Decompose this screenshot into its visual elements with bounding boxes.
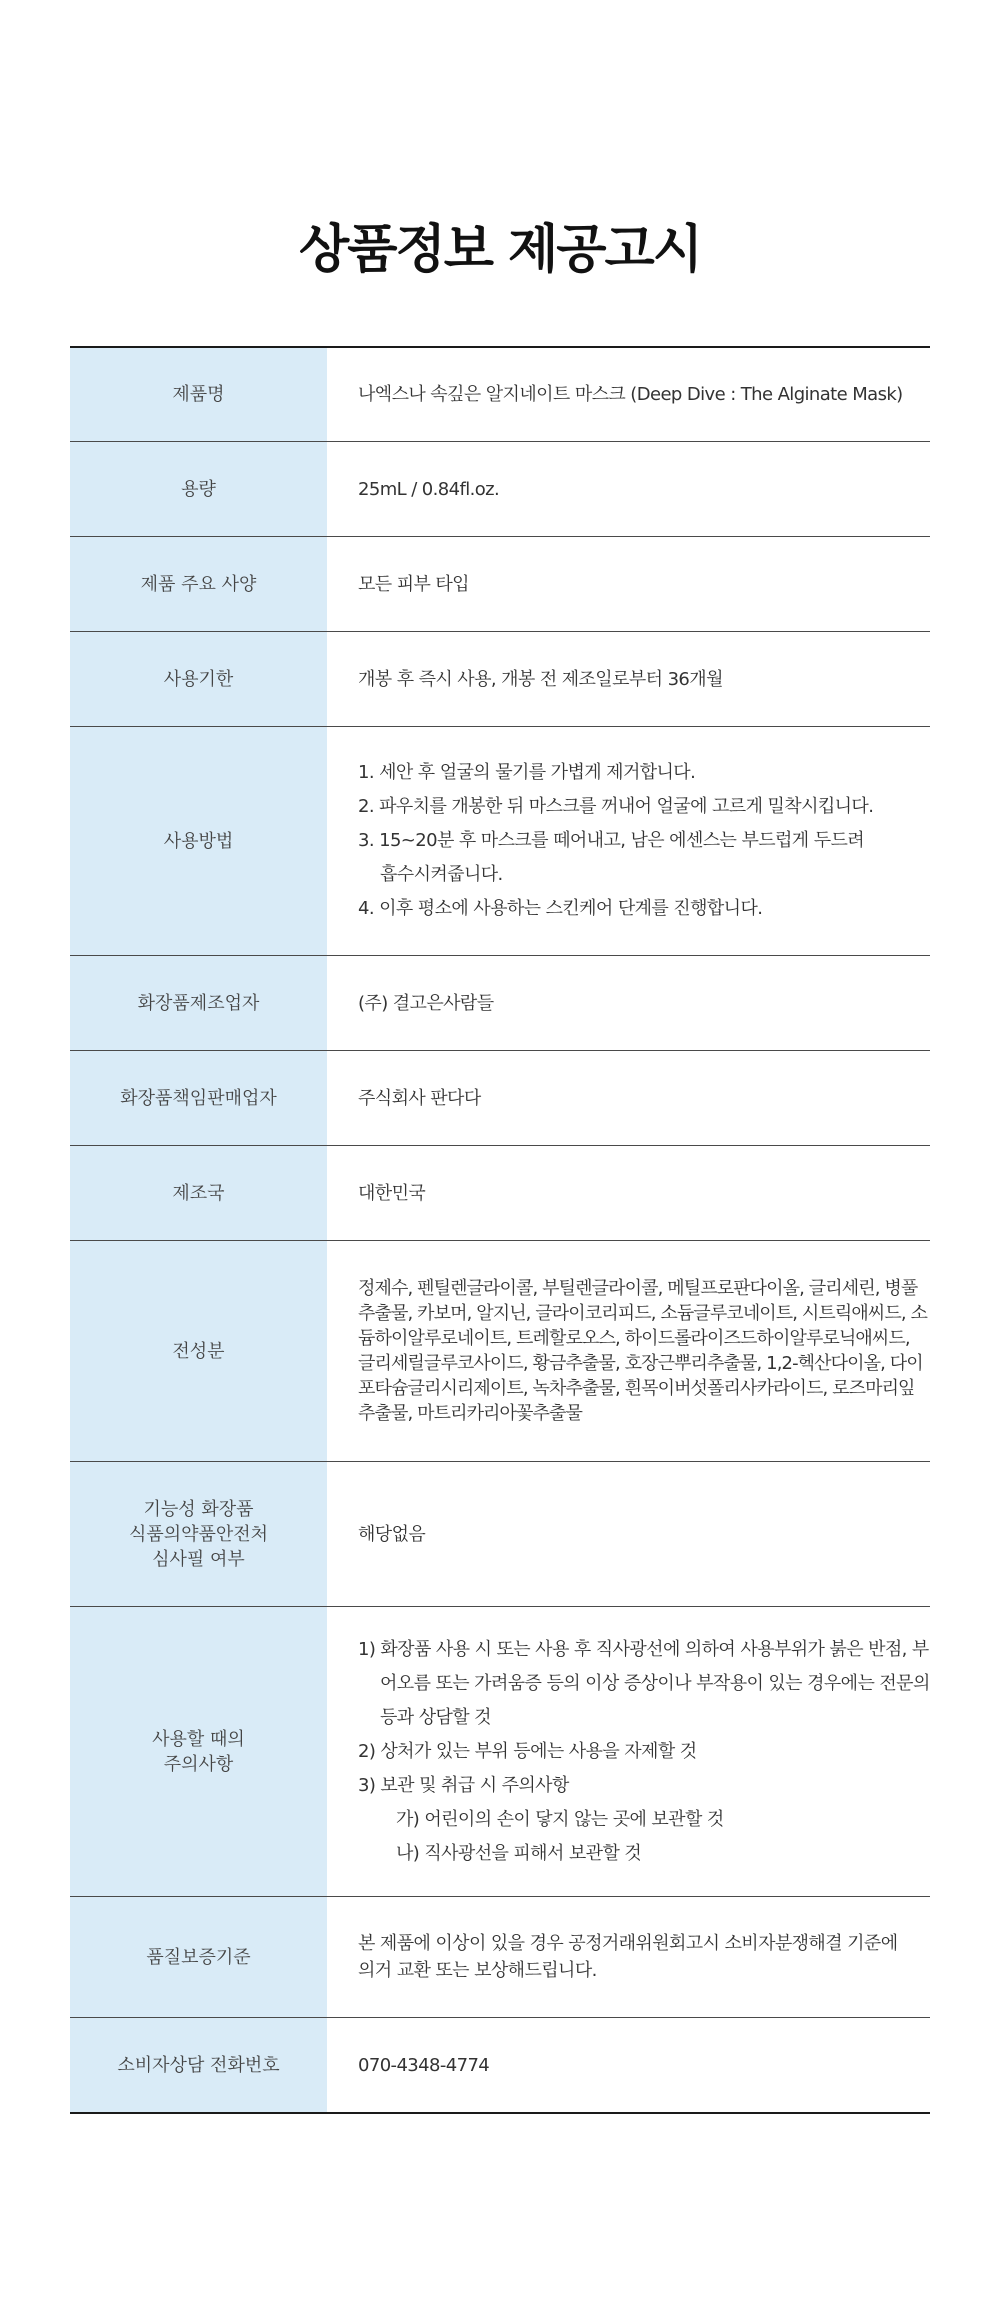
phone-value: 070-4348-4774 bbox=[358, 2054, 490, 2076]
row-label: 품질보증기준 bbox=[70, 1897, 327, 2017]
table-row-seller bbox=[70, 1051, 930, 1146]
table-row-usage bbox=[70, 727, 930, 956]
ingredients-value: 정제수, 펜틸렌글라이콜, 부틸렌글라이콜, 메틸프로판다이올, 글리세린, 병풀추출물, 카보머, 알지닌, 글라이코리피드, 소듐글루코네이트, 시트릭애씨드, 소듐하이알루로네이트, 트레할로오스, 하이드롤라이즈드하이알루로닉애씨드, 글리세릴글루코사이드, 황금추출물, 호장근뿌리추출물, 1,2-헥산다이올, 다이포타슘글리시리제이트, 녹차추출물, 흰목이버섯폴리사카라이드, 로즈마리잎추출물, 마트리카리아꽃추출물 bbox=[358, 1278, 927, 1424]
row-value bbox=[327, 1051, 930, 1145]
table-row-phone bbox=[70, 2018, 930, 2112]
row-value bbox=[327, 1607, 930, 1896]
row-value bbox=[327, 348, 930, 441]
table-row-volume bbox=[70, 442, 930, 537]
usage-steps bbox=[358, 756, 873, 926]
caution-item: 2) 상처가 있는 부위 등에는 사용을 자제할 것 bbox=[358, 1740, 697, 1762]
table-row-spec bbox=[70, 537, 930, 632]
table-row-product-name bbox=[70, 348, 930, 442]
functional-label-line: 식품의약품안전처 bbox=[128, 1523, 269, 1545]
caution-subitem: 가) 어린이의 손이 닿지 않는 곳에 보관할 것 bbox=[396, 1808, 724, 1830]
row-label: 전성분 bbox=[70, 1241, 327, 1461]
row-label: 소비자상담 전화번호 bbox=[70, 2018, 327, 2112]
spec-value: 모든 피부 타입 bbox=[358, 573, 469, 595]
table-row-quality bbox=[70, 1897, 930, 2018]
row-value bbox=[327, 632, 930, 726]
table-row-ingredients bbox=[70, 1241, 930, 1462]
row-label: 사용기한 bbox=[70, 632, 327, 726]
row-value bbox=[327, 727, 930, 955]
caution-item: 3) 보관 및 취급 시 주의사항 bbox=[358, 1774, 569, 1796]
product-name-value: 나엑스나 속깊은 알지네이트 마스크 (Deep Dive : The Alginate Mask) bbox=[358, 384, 903, 405]
usage-step: 2. 파우치를 개봉한 뒤 마스크를 꺼내어 얼굴에 고르게 밀착시킵니다. bbox=[358, 796, 874, 817]
row-label: 화장품제조업자 bbox=[70, 956, 327, 1050]
row-value bbox=[327, 537, 930, 631]
quality-line: 의거 교환 또는 보상해드립니다. bbox=[358, 1960, 597, 1981]
caution-item-continued: 어오름 또는 가려움증 등의 이상 증상이나 부작용이 있는 경우에는 전문의 bbox=[380, 1672, 930, 1694]
manufacturer-value: (주) 결고은사람들 bbox=[358, 992, 494, 1014]
usage-step: 3. 15~20분 후 마스크를 떼어내고, 남은 에센스는 부드럽게 두드려 bbox=[358, 830, 865, 851]
usage-step: 1. 세안 후 얼굴의 물기를 가볍게 제거합니다. bbox=[358, 762, 696, 783]
caution-item: 1) 화장품 사용 시 또는 사용 후 직사광선에 의하여 사용부위가 붉은 반점, 부 bbox=[358, 1638, 929, 1660]
page-title: 상품정보 제공고시 bbox=[299, 220, 701, 280]
row-value bbox=[327, 1462, 930, 1606]
row-value bbox=[327, 442, 930, 536]
row-label: 용량 bbox=[70, 442, 327, 536]
table-row-manufacturer bbox=[70, 956, 930, 1051]
country-value: 대한민국 bbox=[358, 1182, 426, 1204]
table-row-expiry bbox=[70, 632, 930, 727]
caution-list bbox=[358, 1633, 930, 1871]
row-label: 제조국 bbox=[70, 1146, 327, 1240]
row-label: 화장품책임판매업자 bbox=[70, 1051, 327, 1145]
row-label: 사용방법 bbox=[70, 727, 327, 955]
table-row-country bbox=[70, 1146, 930, 1241]
row-label: 제품 주요 사양 bbox=[70, 537, 327, 631]
row-label bbox=[70, 1607, 327, 1896]
caution-subitem: 나) 직사광선을 피해서 보관할 것 bbox=[396, 1842, 642, 1864]
caution-label-line: 사용할 때의 bbox=[152, 1728, 245, 1750]
quality-line: 본 제품에 이상이 있을 경우 공정거래위원회고시 소비자분쟁해결 기준에 bbox=[358, 1933, 898, 1954]
row-label: 제품명 bbox=[70, 348, 327, 441]
expiry-value: 개봉 후 즉시 사용, 개봉 전 제조일로부터 36개월 bbox=[358, 668, 723, 690]
row-value bbox=[327, 1146, 930, 1240]
row-value bbox=[327, 2018, 930, 2112]
caution-label-line: 주의사항 bbox=[163, 1753, 234, 1775]
row-label bbox=[70, 1462, 327, 1606]
caution-item-continued: 등과 상담할 것 bbox=[380, 1706, 491, 1728]
product-info-table bbox=[70, 346, 930, 2114]
functional-value: 해당없음 bbox=[358, 1523, 426, 1545]
table-row-functional bbox=[70, 1462, 930, 1607]
seller-value: 주식회사 판다다 bbox=[358, 1087, 481, 1109]
volume-value: 25mL / 0.84fl.oz. bbox=[358, 478, 500, 500]
quality-text bbox=[358, 1930, 898, 1984]
usage-step: 4. 이후 평소에 사용하는 스킨케어 단계를 진행합니다. bbox=[358, 898, 763, 919]
row-value bbox=[327, 1897, 930, 2017]
functional-label-line: 기능성 화장품 bbox=[143, 1498, 254, 1520]
functional-label-line: 심사필 여부 bbox=[152, 1548, 245, 1570]
usage-step-continued: 흡수시켜줍니다. bbox=[380, 864, 503, 885]
row-value bbox=[327, 956, 930, 1050]
row-value bbox=[327, 1241, 930, 1461]
table-row-caution bbox=[70, 1607, 930, 1897]
